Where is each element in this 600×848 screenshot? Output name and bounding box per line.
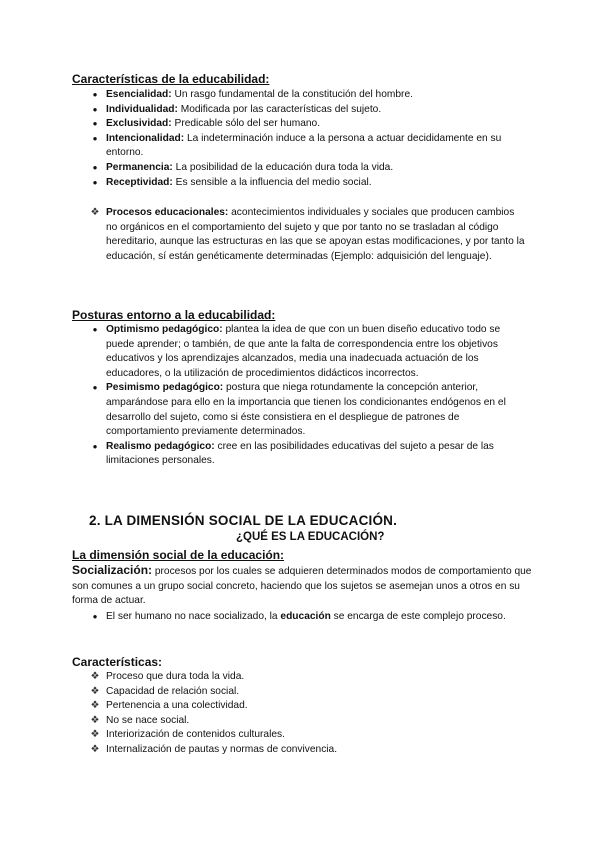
- diamond-bullet-icon: ❖: [90, 207, 100, 218]
- term: Esencialidad:: [106, 89, 172, 100]
- list-item: [88, 132, 528, 161]
- definition: Un rasgo fundamental de la constitución del hombre.: [171, 89, 413, 100]
- definition: Es sensible a la influencia del medio social.: [172, 176, 372, 188]
- bullet-icon: ●: [92, 383, 98, 393]
- list-item: [88, 728, 528, 743]
- definition: procesos por los cuales se adquieren determinados modos de comportamiento que son comunes a un grupo social concreto, haciendo que los sujetos se asemejan unos a otros en su forma de actuar.: [72, 566, 532, 607]
- list-item: [88, 206, 528, 264]
- term: Realismo pedagógico:: [106, 440, 215, 452]
- diamond-bullet-icon: ❖: [90, 714, 100, 726]
- term: Receptividad:: [106, 176, 173, 188]
- list-item: [88, 440, 528, 469]
- term: Optimismo pedagógico:: [106, 324, 223, 335]
- list-item: [88, 161, 528, 176]
- term: Permanencia:: [106, 161, 173, 173]
- list-item: [88, 610, 528, 625]
- list-item: [88, 381, 528, 439]
- text: El ser humano no nace socializado, la: [106, 611, 281, 622]
- list-item: [88, 670, 528, 685]
- educabilidad-list: [88, 88, 528, 190]
- term: Pesimismo pedagógico:: [106, 382, 224, 394]
- list-item: [88, 103, 528, 118]
- definition: plantea la idea de que con un buen diseño educativo todo se puede aprender; o también, de que ante la falta de correspondencia entre los objetivos educativos y los aprendizajes alcanzados, media una inadecuada actuación de los educadores, o la utilización de procedimientos didácticos incorrectos.: [106, 324, 501, 379]
- bullet-icon: ●: [92, 119, 98, 129]
- heading-posturas: Posturas entorno a la educabilidad:: [72, 308, 276, 322]
- term: Individualidad:: [106, 103, 178, 115]
- bullet-icon: ●: [92, 133, 98, 143]
- definition: La indeterminación induce a la persona a actuar decididamente en su entorno.: [106, 132, 502, 159]
- caracteristicas-list: [88, 670, 528, 758]
- list-item: [88, 743, 528, 758]
- definition: Predicable sólo del ser humano.: [171, 118, 321, 130]
- term: Exclusividad:: [106, 118, 172, 130]
- list-item: [88, 685, 528, 700]
- section-title: 2. LA DIMENSIÓN SOCIAL DE LA EDUCACIÓN.: [89, 513, 398, 528]
- diamond-bullet-icon: ❖: [90, 743, 100, 755]
- definition: La posibilidad de la educación dura toda la vida.: [172, 161, 394, 173]
- bullet-icon: ●: [92, 162, 98, 172]
- heading-dimension-social: La dimensión social de la educación:: [72, 548, 285, 562]
- socializacion-list: [88, 610, 528, 625]
- bullet-icon: ●: [92, 90, 98, 99]
- list-item: [88, 176, 528, 191]
- bullet-icon: ●: [92, 441, 98, 451]
- text: Internalización de pautas y normas de convivencia.: [106, 743, 338, 755]
- term: Socialización:: [72, 563, 153, 577]
- posturas-list: [88, 323, 528, 469]
- list-item: [88, 699, 528, 714]
- text: Capacidad de relación social.: [106, 685, 240, 697]
- definition: postura que niega rotundamente la concepción anterior, amparándose para ello en la importancia que tienen los condicionantes endógenos en el desarrollo del sujeto, como si éste consistiera en el despliegue de patrones de comportamiento previamente determinados.: [106, 382, 506, 438]
- bullet-icon: ●: [92, 612, 98, 621]
- text: Pertenencia a una colectividad.: [106, 700, 248, 712]
- heading-educabilidad: Características de la educabilidad:: [72, 72, 270, 86]
- diamond-bullet-icon: ❖: [90, 729, 100, 741]
- list-item: [88, 117, 528, 132]
- text: Proceso que dura toda la vida.: [106, 671, 245, 682]
- text: se encarga de este complejo proceso.: [330, 611, 506, 622]
- text: No se nace social.: [106, 714, 190, 726]
- socializacion-paragraph: [72, 563, 532, 609]
- list-item: [88, 323, 528, 381]
- list-item: [88, 714, 528, 729]
- section-subtitle: ¿QUÉ ES LA EDUCACIÓN?: [236, 531, 385, 543]
- diamond-bullet-icon: ❖: [90, 700, 100, 712]
- definition: Modificada por las características del sujeto.: [177, 103, 382, 115]
- diamond-bullet-icon: ❖: [90, 685, 100, 697]
- bold-term: educación: [280, 611, 331, 622]
- list-item: [88, 88, 528, 103]
- procesos-list: [88, 206, 528, 264]
- diamond-bullet-icon: ❖: [90, 671, 100, 682]
- heading-caracteristicas: Características:: [72, 655, 163, 669]
- bullet-icon: ●: [92, 177, 98, 187]
- bullet-icon: ●: [92, 104, 98, 114]
- term: Intencionalidad:: [106, 132, 185, 144]
- term: Procesos educacionales:: [106, 207, 229, 218]
- bullet-icon: ●: [92, 325, 98, 334]
- definition: cree en las posibilidades educativas del sujeto a pesar de las limitaciones personales.: [106, 440, 494, 467]
- definition: acontecimientos individuales y sociales que producen cambios no orgánicos en el comportamiento del sujeto y que por tanto no se trasladan al código hereditario, aunque las estructuras en las que se apoyan estas modificaciones, y por tanto la educación, sí están genéticamente determinadas (Ejemplo: adquisición del lenguaje).: [106, 207, 525, 262]
- text: Interiorización de contenidos culturales.: [106, 729, 285, 741]
